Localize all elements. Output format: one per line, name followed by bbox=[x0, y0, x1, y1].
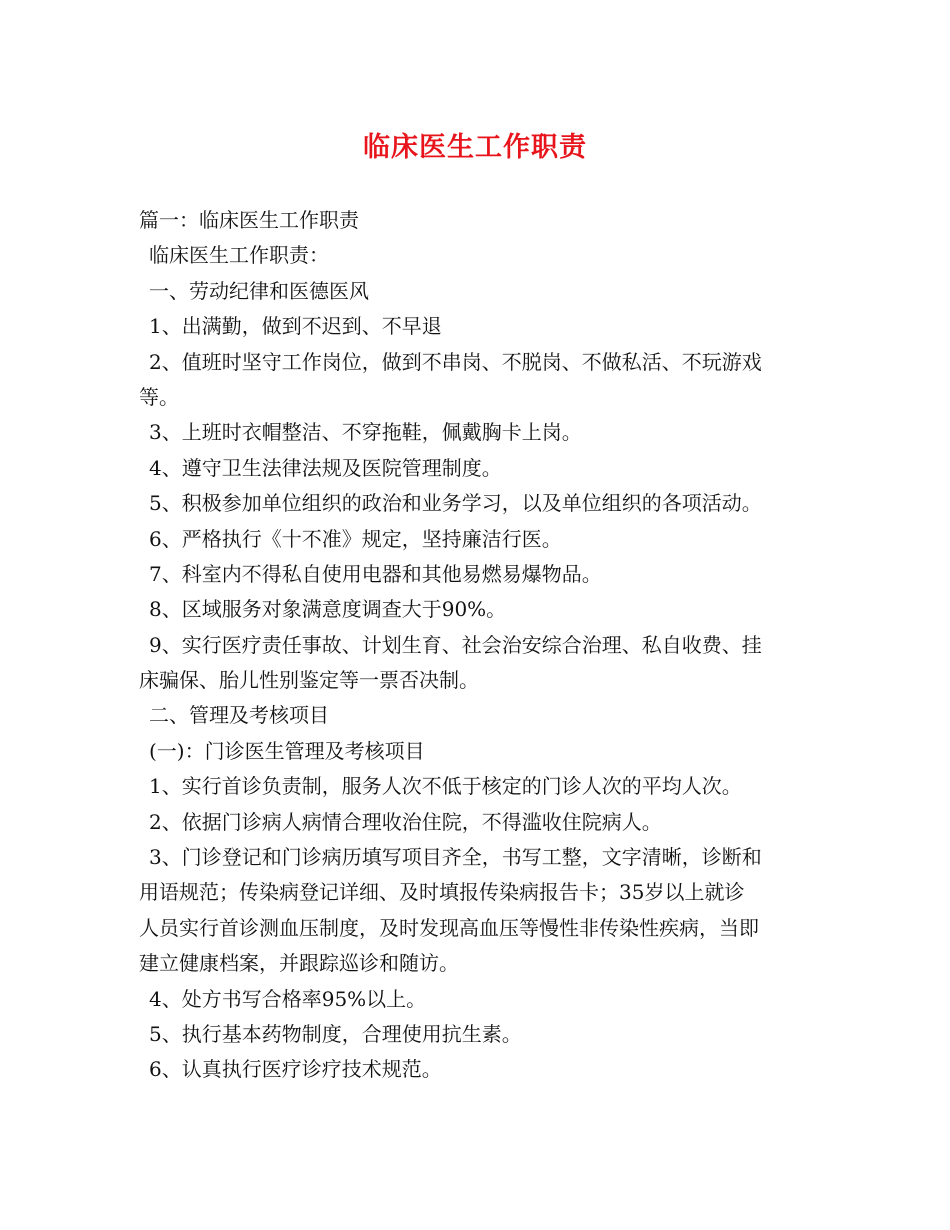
text-line: 临床医生工作职责： bbox=[149, 243, 329, 268]
text-line: (一)：门诊医生管理及考核项目 bbox=[149, 738, 425, 763]
text-line: 1、出满勤，做到不迟到、不早退 bbox=[149, 314, 442, 339]
text-line: 6、严格执行《十不准》规定，坚持廉洁行医。 bbox=[149, 526, 562, 551]
text-line: 篇一：临床医生工作职责 bbox=[139, 208, 359, 232]
text-line: 9、实行医疗责任事故、计划生育、社会治安综合治理、私自收费、挂 bbox=[149, 632, 762, 657]
text-line: 3、门诊登记和门诊病历填写项目齐全，书写工整，文字清晰，诊断和 bbox=[149, 845, 762, 870]
text-line: 4、处方书写合格率95%以上。 bbox=[149, 986, 427, 1011]
text-line: 用语规范；传染病登记详细、及时填报传染病报告卡；35岁以上就诊 bbox=[139, 880, 745, 905]
text-line: 7、科室内不得私自使用电器和其他易燃易爆物品。 bbox=[149, 561, 602, 586]
text-line: 二、管理及考核项目 bbox=[149, 703, 329, 728]
text-line: 建立健康档案，并跟踪巡诊和随访。 bbox=[139, 951, 459, 976]
text-line: 6、认真执行医疗诊疗技术规范。 bbox=[149, 1057, 442, 1082]
text-line: 5、执行基本药物制度，合理使用抗生素。 bbox=[149, 1021, 522, 1046]
text-line: 床骗保、胎儿性别鉴定等一票否决制。 bbox=[139, 668, 479, 693]
text-line: 8、区域服务对象满意度调查大于90%。 bbox=[149, 597, 507, 622]
text-line: 等。 bbox=[139, 384, 179, 409]
text-line: 人员实行首诊测血压制度，及时发现高血压等慢性非传染性疾病，当即 bbox=[139, 915, 759, 940]
text-line: 3、上班时衣帽整洁、不穿拖鞋，佩戴胸卡上岗。 bbox=[149, 420, 582, 445]
text-line: 2、值班时坚守工作岗位，做到不串岗、不脱岗、不做私活、不玩游戏 bbox=[149, 349, 762, 374]
text-line: 一、劳动纪律和医德医风 bbox=[149, 278, 369, 303]
text-line: 5、积极参加单位组织的政治和业务学习，以及单位组织的各项活动。 bbox=[149, 491, 762, 516]
document-body bbox=[139, 203, 815, 1088]
document-title: 临床医生工作职责 bbox=[363, 132, 587, 163]
text-line: 2、依据门诊病人病情合理收治住院，不得滥收住院病人。 bbox=[149, 809, 662, 834]
text-line: 1、实行首诊负责制，服务人次不低于核定的门诊人次的平均人次。 bbox=[149, 774, 742, 799]
text-line: 4、遵守卫生法律法规及医院管理制度。 bbox=[149, 455, 502, 480]
